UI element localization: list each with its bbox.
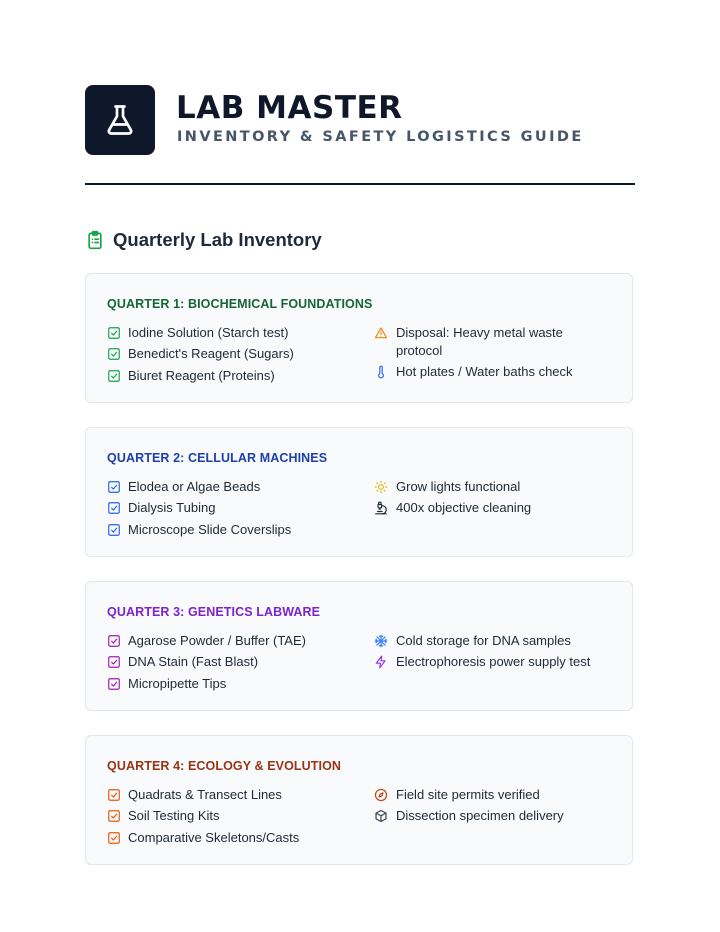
quarter-heading: QUARTER 1: BIOCHEMICAL FOUNDATIONS xyxy=(107,297,373,311)
supply-label: Dialysis Tubing xyxy=(128,500,216,516)
logo xyxy=(85,85,155,155)
supply-item xyxy=(107,345,357,363)
quarter-heading: QUARTER 4: ECOLOGY & EVOLUTION xyxy=(107,759,342,773)
quarter-card xyxy=(85,427,633,557)
supply-list xyxy=(107,324,357,388)
header-divider xyxy=(85,183,635,185)
supply-label: Soil Testing Kits xyxy=(128,808,220,824)
safety-check-label: Disposal: Heavy metal waste protocol xyxy=(396,325,563,358)
supply-label: Quadrats & Transect Lines xyxy=(128,787,282,802)
supply-item xyxy=(107,675,357,693)
supply-item xyxy=(107,829,357,847)
safety-check-label: Hot plates / Water baths check xyxy=(396,364,573,380)
supply-label: Microscope Slide Coverslips xyxy=(128,521,292,537)
supply-item xyxy=(107,478,357,496)
check-square-icon xyxy=(107,831,121,845)
supply-list xyxy=(107,786,357,850)
supply-item xyxy=(107,324,357,342)
page-title: LAB MASTER xyxy=(176,90,403,126)
flask-icon xyxy=(102,102,138,138)
supply-item xyxy=(107,807,357,825)
check-square-icon xyxy=(107,809,121,823)
safety-check-label: Cold storage for DNA samples xyxy=(396,633,571,648)
safety-check-item xyxy=(374,807,604,825)
supply-label: DNA Stain (Fast Blast) xyxy=(128,654,259,670)
supply-label: Iodine Solution (Starch test) xyxy=(128,325,289,340)
quarter-heading: QUARTER 3: GENETICS LABWARE xyxy=(107,605,321,619)
check-square-icon xyxy=(107,655,121,669)
supply-item xyxy=(107,499,357,517)
supply-label: Comparative Skeletons/Casts xyxy=(128,829,300,845)
safety-check-label: 400x objective cleaning xyxy=(396,500,532,516)
microscope-icon xyxy=(374,501,388,515)
supply-label: Elodea or Algae Beads xyxy=(128,479,261,494)
safety-check-label: Field site permits verified xyxy=(396,787,540,802)
section-title: Quarterly Lab Inventory xyxy=(113,229,322,250)
thermometer-icon xyxy=(374,365,388,379)
supply-item xyxy=(107,521,357,539)
clipboard-list-icon xyxy=(85,229,105,251)
snowflake-icon xyxy=(374,634,388,648)
safety-check-list xyxy=(374,786,604,829)
quarter-card xyxy=(85,581,633,711)
safety-check-item xyxy=(374,786,604,804)
safety-check-list xyxy=(374,324,604,385)
section-heading xyxy=(85,228,322,252)
page-subtitle: INVENTORY & SAFETY LOGISTICS GUIDE xyxy=(177,129,584,145)
safety-check-item xyxy=(374,499,604,517)
sun-icon xyxy=(374,480,388,494)
check-square-icon xyxy=(107,480,121,494)
compass-icon xyxy=(374,788,388,802)
quarter-card xyxy=(85,735,633,865)
check-square-icon xyxy=(107,677,121,691)
supply-label: Biuret Reagent (Proteins) xyxy=(128,367,275,383)
safety-check-item xyxy=(374,478,604,496)
safety-check-label: Grow lights functional xyxy=(396,479,521,494)
safety-check-label: Electrophoresis power supply test xyxy=(396,654,591,670)
warning-triangle-icon xyxy=(374,326,388,340)
safety-check-list xyxy=(374,478,604,521)
box-icon xyxy=(374,809,388,823)
safety-check-item xyxy=(374,653,604,671)
supply-list xyxy=(107,478,357,542)
supply-list xyxy=(107,632,357,696)
check-square-icon xyxy=(107,326,121,340)
check-square-icon xyxy=(107,501,121,515)
check-square-icon xyxy=(107,369,121,383)
check-square-icon xyxy=(107,634,121,648)
quarter-card xyxy=(85,273,633,403)
safety-check-list xyxy=(374,632,604,675)
check-square-icon xyxy=(107,347,121,361)
quarter-heading: QUARTER 2: CELLULAR MACHINES xyxy=(107,451,328,465)
check-square-icon xyxy=(107,523,121,537)
lightning-icon xyxy=(374,655,388,669)
supply-item xyxy=(107,786,357,804)
safety-check-item xyxy=(374,632,604,650)
safety-check-item xyxy=(374,363,604,381)
safety-check-item xyxy=(374,324,604,360)
supply-item xyxy=(107,632,357,650)
supply-label: Benedict's Reagent (Sugars) xyxy=(128,346,294,362)
header xyxy=(85,85,635,157)
supply-label: Micropipette Tips xyxy=(128,675,227,691)
supply-item xyxy=(107,653,357,671)
check-square-icon xyxy=(107,788,121,802)
supply-label: Agarose Powder / Buffer (TAE) xyxy=(128,633,306,648)
safety-check-label: Dissection specimen delivery xyxy=(396,808,564,824)
supply-item xyxy=(107,367,357,385)
